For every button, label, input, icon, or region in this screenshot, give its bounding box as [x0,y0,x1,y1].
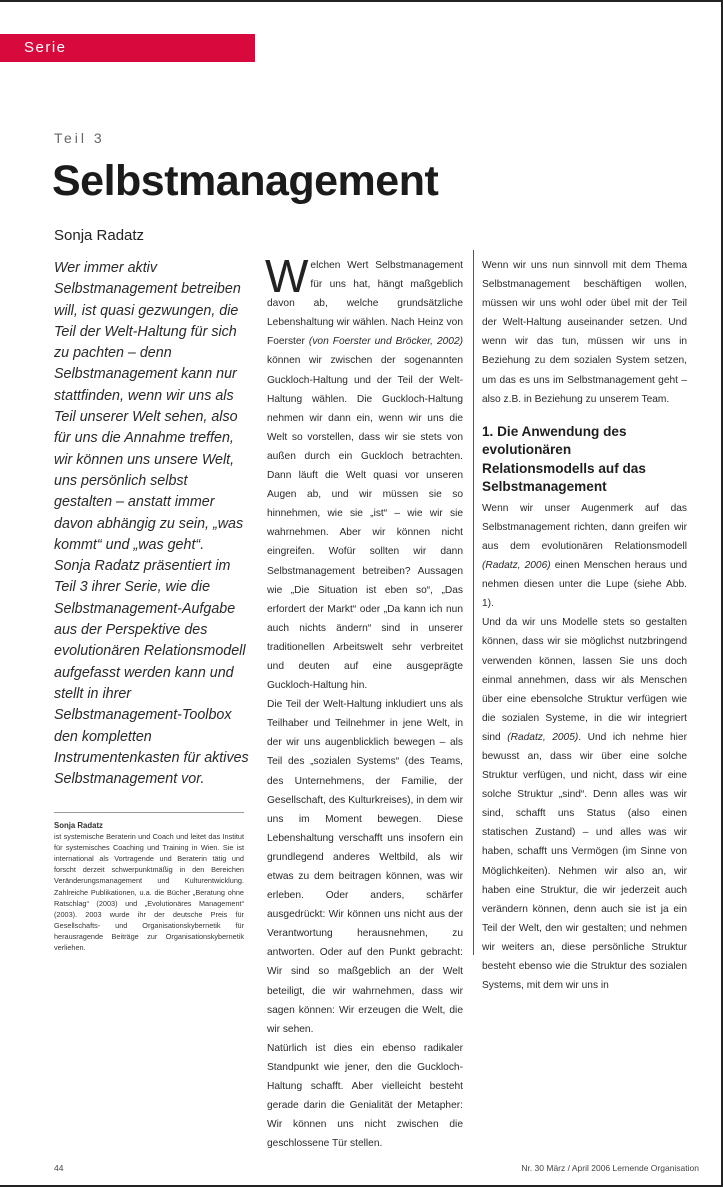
bio-text: ist systemische Beraterin und Coach und leitet das Institut für systemisches Coaching und Training in Wien. Sie ist international als Vortragende und Beraterin tätig und forscht derzeit schwerpunktmäßig in den Bereichen Veränderungsmanagement und Kulturentwicklung. Zahlreiche Publikationen, u.a. die Bücher „Beratung ohne Ratschlag“ (2003) und „Evolutionäres Management“ (2003). 2003 wurde ihr der deutsche Preis für Gesellschafts- und Organisationskybernetik für herausragende Beiträge zur Organisationskybernetik verliehen. [54,832,244,953]
text-run: einen Menschen heraus und nehmen diesen unter die Lupe (siehe Abb. 1). [482,560,688,610]
text-run: Wenn wir unser Augenmerk auf das Selbstmanagement richten, dann greifen wir aus dem evolutionären Relationsmodell [482,502,687,552]
column-divider [473,250,474,955]
text-run: . Und ich nehme hier bewusst an, dass wir über eine solche Struktur verfügen, und nicht, dass wir eine solche Struktur „sind“. Denn alles was wir sind, schafft uns Status (also einen statischen Zustand) – und alles was wir haben, schafft uns Vermögen (im Sinne von Möglichkeiten). Nehmen wir also an, wir haben eine Struktur, die wir jederzeit auch verändern können, denn auch sie ist ja ein Teil der Welt, den wir gestalten; und nehmen wir weiters an, diese persönliche Struktur besteht ebenso wie die Struktur des sozialen Systems, mit dem wir uns in [482,731,687,992]
lead-paragraph: Wer immer aktiv Selbstmanagement betreiben will, ist quasi gezwungen, die Teil der Welt-Haltung für sich zu pachten – denn Selbstmanagement kann nur stattfinden, wenn wir uns als Teil unserer Welt sehen, also für uns die Annahme treffen, wir können uns unsere Welt, uns persönlich selbst gestalten – anstatt immer davon abhängig zu sein, „was kommt“ und „was geht“. [54,260,244,553]
body-paragraph [265,250,463,695]
body-paragraph: Die Teil der Welt-Haltung inkludiert uns als Teilhaber und Teilnehmer in jene Welt, in der wir uns augenblicklich bewegen – als Teil des „sozialen Systems“ (des Teams, des Unternehmens, der Familie, der Gesellschaft, des Kulturkreises), in dem wir uns im Moment bewegen. Diese Lebenshaltung verschafft uns insofern ein grundlegend anderes Weltbild, als wir etwas zu dem beitragen können, was wir erleben. Oder anders, schärfer ausgedrückt: Wir können uns nicht aus der Verantwortung herausnehmen, zu antworten. Oder auf den Punkt gebracht: Wir sind so maßgeblich an der Welt beteiligt, die wir wahrnehmen, dass wir sagen können: Wir erzeugen die Welt, die wir sehen. [267,699,463,1035]
text-run: Und da wir uns Modelle stets so gestalten können, dass wir sie möglichst nutzbringend verwenden können, lassen Sie uns doch einmal annehmen, dass wir als Menschen über eine ebensolche Struktur verfügen wie die sozialen Systeme, in die wir integriert sind [482,617,687,743]
bio-name: Sonja Radatz [54,821,103,830]
drop-cap: W [265,250,309,302]
body-column-1 [265,250,463,1153]
series-banner [0,34,255,62]
page-number: 44 [54,1163,64,1173]
article-author: Sonja Radatz [54,227,145,244]
article-kicker: Teil 3 [54,130,105,146]
article-title: Selbstmanagement [52,157,439,205]
body-paragraph [482,499,687,614]
body-column-2 [482,256,687,995]
lead-text [54,258,249,790]
citation: (Radatz, 2005) [507,731,579,743]
body-paragraph: Wenn wir uns nun sinnvoll mit dem Thema Selbstmanagement beschäftigen wollen, müssen wir uns wohl oder übel mit der Teil der Welt-Haltung auseinander setzen. Und wenn wir das tun, müssen wir uns in Beziehung zu dem sozialen System setzen, um das es uns im Selbstmanagement geht – also z.B. in Beziehung zu unserem Team. [482,260,687,405]
text-run: können wir zwischen der sogenannten Guckloch-Haltung und der Teil der Welt-Haltung wählen. Die Guckloch-Haltung nehmen wir dann ein, wenn wir uns die Welt so vorstellen, dass wir sie stets von außen durch ein Guckloch betrachten. Dann läuft die Welt quasi vor unseren Augen ab, und wir müssen sie so hinnehmen, wie sie „ist“ – wie wir sie wahrnehmen. Aber wir können nicht eingreifen. Wofür sollten wir dann Selbstmanagement betreiben? Aussagen wie „Die Situation ist eben so“, „Das erfordert der Markt“ oder „Da kann ich nun auch nichts ändern“ sind in unserer traditionellen Arbeitswelt sehr verbreitet und deuten auf eine ausgeprägte Guckloch-Haltung hin. [267,355,463,692]
series-label: Serie [24,39,67,56]
section-heading: 1. Die Anwendung des evolutionären Relationsmodells auf das Selbstmanagement [482,423,646,495]
body-paragraph: Natürlich ist dies ein ebenso radikaler Standpunkt wie jener, den die Guckloch-Haltung schafft. Aber vielleicht besteht gerade darin die Genialität der Metapher: Wir können uns nicht zwischen die geschlossene Tür stellen. [267,1042,463,1150]
issue-info: Nr. 30 März / April 2006 Lernende Organisation [521,1163,699,1173]
lead-paragraph: Sonja Radatz präsentiert im Teil 3 ihrer Serie, wie die Selbstmanagement-Aufgabe aus der Perspektive des evolutionären Relationsmodell aufgefasst werden kann und stellt in ihrer Selbstmanagement-Toolbox den kompletten Instrumentenkasten für aktives Selbstmanagement vor. [54,558,249,788]
citation: (von Foerster und Bröcker, 2002) [308,336,463,348]
body-paragraph [482,613,687,995]
citation: (Radatz, 2006) [482,560,551,572]
author-bio [54,812,244,953]
text-run: elchen Wert Selbstmanagement für uns hat, hängt maßgeblich davon ab, welche grundsätzliche Lebenshaltung wir wählen. Nach Heinz von Foerster [267,260,463,348]
